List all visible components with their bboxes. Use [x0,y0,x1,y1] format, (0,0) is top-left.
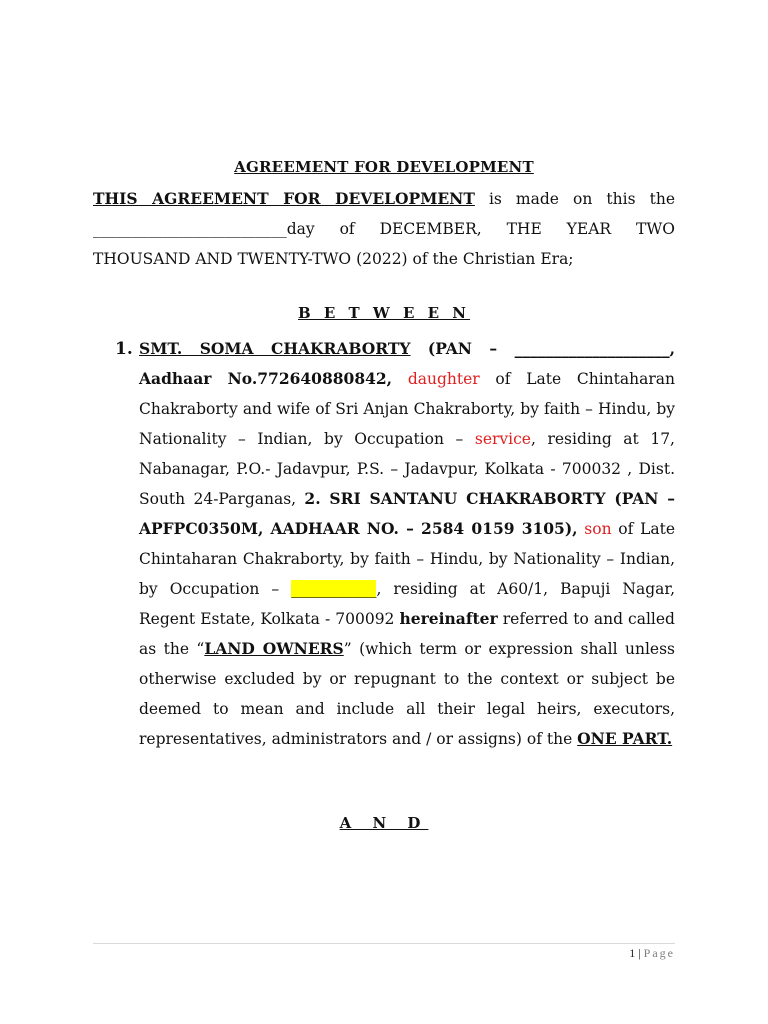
party2-occupation-blank: ___________ [291,580,377,598]
one-part-term: ONE PART. [577,729,673,748]
party1-relation: daughter [407,370,480,388]
footer-divider [93,943,675,944]
page-number: 1 [629,946,636,960]
party-body [139,334,675,754]
party1-text-1: of Late Chintaharan Chakraborty and wife of Sri Anjan Chakraborty, by faith – Hindu, by Nationality – Indian, by Occupation – [139,370,675,448]
party1-occupation: service [474,430,531,448]
party2-head: 2. SRI SANTANU CHAKRABORTY (PAN – APFPC0350M, AADHAAR NO. – 2584 0159 3105), [139,489,675,538]
intro-text-2: day of DECEMBER, THE YEAR TWO THOUSAND AND TWENTY-TWO (2022) of the Christian Era; [93,220,675,268]
party2-hereinafter: hereinafter [399,609,498,628]
and-heading: A N D [339,814,429,832]
document-title: AGREEMENT FOR DEVELOPMENT [234,158,534,176]
party2-text-2: , residing at A60/1, Bapuji Nagar, Regent Estate, Kolkata - 700092 [139,580,675,628]
party2-text-3: referred to and called as the “ [139,610,675,658]
party2-text-4: ” (which term or expression shall unless otherwise excluded by or repugnant to the context or subject be deemed to mean and include all their legal heirs, executors, representatives, administrators and / or assigns) of the [139,640,676,748]
party2-relation: son [584,520,612,538]
party-number: 1. [115,339,133,359]
land-owners-term: LAND OWNERS [204,639,344,658]
page-label: Page [643,946,675,960]
party2-text-1: of Late Chintaharan Chakraborty, by faith – Hindu, by Nationality – Indian, by Occupation – [139,520,675,598]
intro-paragraph [93,184,675,274]
party-paragraph [115,334,675,754]
intro-text-1: is made on this the [474,190,675,208]
date-blank: _________________________ [93,220,287,238]
between-heading: B E T W E E N [297,304,471,322]
party1-text-2: , residing at 17, Nabanagar, P.O.- Jadavpur, P.S. – Jadavpur, Kolkata - 700032 , Dist. South 24-Parganas, [139,430,675,508]
party1-name: SMT. SOMA CHAKRABORTY [139,339,411,358]
intro-lead: THIS AGREEMENT FOR DEVELOPMENT [93,189,475,208]
page-separator: | [635,946,644,960]
party1-pan-blank: ____________________ [514,339,670,358]
party1-aadhaar: Aadhaar No.772640880842, [139,369,393,388]
page-footer [629,946,675,961]
party1-pan-open: (PAN – [410,339,515,358]
party1-pan-close: , [669,339,675,358]
